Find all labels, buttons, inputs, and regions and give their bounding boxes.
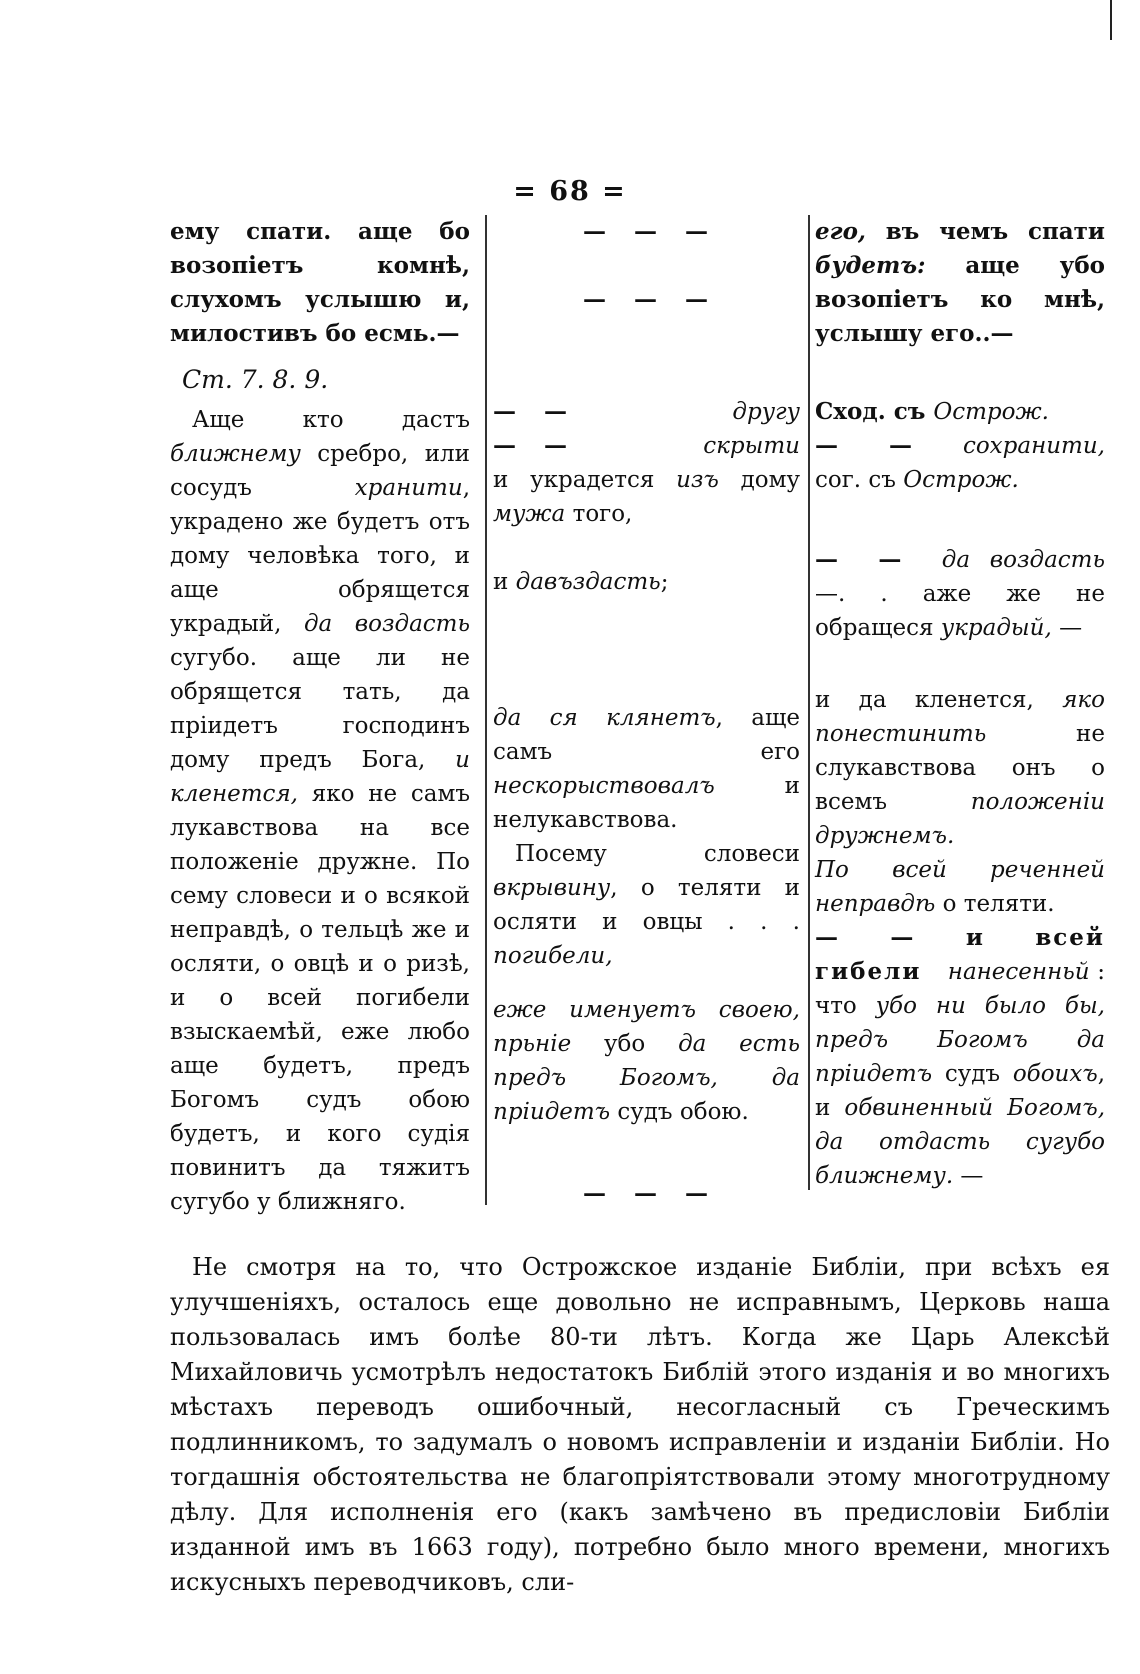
middle-line-repay: и давъздасть; (493, 569, 669, 595)
left-intro-text: ему спати. аще бо возопіетъ комнѣ, слухомъ услышю и, милостивъ бо есмь.— (170, 218, 470, 347)
body-paragraph: Не смотря на то, что Острожское изданіе Библіи, при всѣхъ ея улучшеніяхъ, осталось еще довольно не исправнымъ, Церковь наша пользовалась имъ болѣе 80-ти лѣтъ. Когда же Царь Алексѣй Михайловичь усмотрѣлъ недостатокъ Библій этого изданія и во многихъ мѣстахъ переводъ ошибочный, несогласный съ Греческимъ подлинникомъ, то задумалъ о новомъ исправленіи и изданіи Библіи. Но тогдашнія обстоятельства не благопріятствовали этому многотрудному дѣлу. Для исполненія его (какъ замѣчено въ предисловіи Библіи изданной имъ въ 1663 году), потребно было много времени, многихъ искусныхъ переводчиковъ, сли- (170, 1253, 1110, 1596)
right-line-keep: — — сохранити, сог. съ Острож. (815, 432, 1105, 493)
right-line-judgement: — — и всей гибели нанесенньй : что убо ни было бы, предъ Богомъ да пріидетъ судъ обоихъ, и обвиненный Богомъ, да отдасть сугубо ближнему. — (815, 924, 1106, 1189)
page-number: = 68 = (513, 176, 627, 207)
middle-line-word: Посему словеси вкрывину, о теляти и осляти и овцы . . . погибели, (493, 841, 800, 969)
dash-placeholder: — — — (582, 218, 710, 245)
middle-column (493, 215, 800, 1211)
middle-line-stolen: и украдется изъ дому мужа того, (493, 467, 800, 527)
right-ostrog-note: Сход. съ Острож. (815, 398, 1049, 425)
left-verse-text: Аще кто дастъ ближнему сребро, или сосудъ хранити, украдено же будетъ отъ дому человѣка того, и аще обрящется украдый, да воздасть сугубо. аще ли не обрящется тать, да пріидетъ господинъ дому предъ Бога, и кленется, яко не самъ лукавствова на все положеніе дружне. По сему словеси и о всякой неправдѣ, о тельцѣ же и осляти, о овцѣ и о ризѣ, и о всей погибели взыскаемѣй, еже любо аще будетъ, предъ Богомъ судъ обою будетъ, и кого судія повинитъ да тяжитъ сугубо у ближняго. (170, 407, 470, 1215)
right-column (815, 215, 1105, 1193)
verse-reference: Ст. 7. 8. 9. (182, 365, 329, 394)
right-line-repay: — — да воздасть —. . аже же не обращеся украдый, — (815, 546, 1105, 641)
middle-line-hide: — — скрыти (493, 432, 800, 459)
middle-line-oath: да ся клянетъ, аще самъ его нескорыствовалъ и нелукавствова. (493, 705, 800, 833)
page-edge-line (1110, 0, 1112, 40)
middle-line-judgement: еже именуетъ своею, прьніе убо да есть предъ Богомъ, да пріидетъ судъ обою. (493, 997, 800, 1125)
dash-placeholder: — — — (582, 286, 710, 313)
right-line-wrong: По всей реченней неправдѣ о теляти. (815, 857, 1105, 917)
right-intro-text: его, въ чемъ спати будетъ: аще убо возопіетъ ко мнѣ, услышу его..— (815, 218, 1105, 347)
left-column (170, 215, 470, 1219)
column-divider-left (485, 215, 487, 1205)
middle-line-friend: — — другу (493, 398, 800, 425)
column-divider-right (808, 215, 810, 1190)
right-line-oath: и да кленется, яко понестинить не слукавствова онъ о всемъ положенiи дружнемъ. (815, 687, 1105, 849)
dash-placeholder: — — — (582, 1180, 710, 1207)
